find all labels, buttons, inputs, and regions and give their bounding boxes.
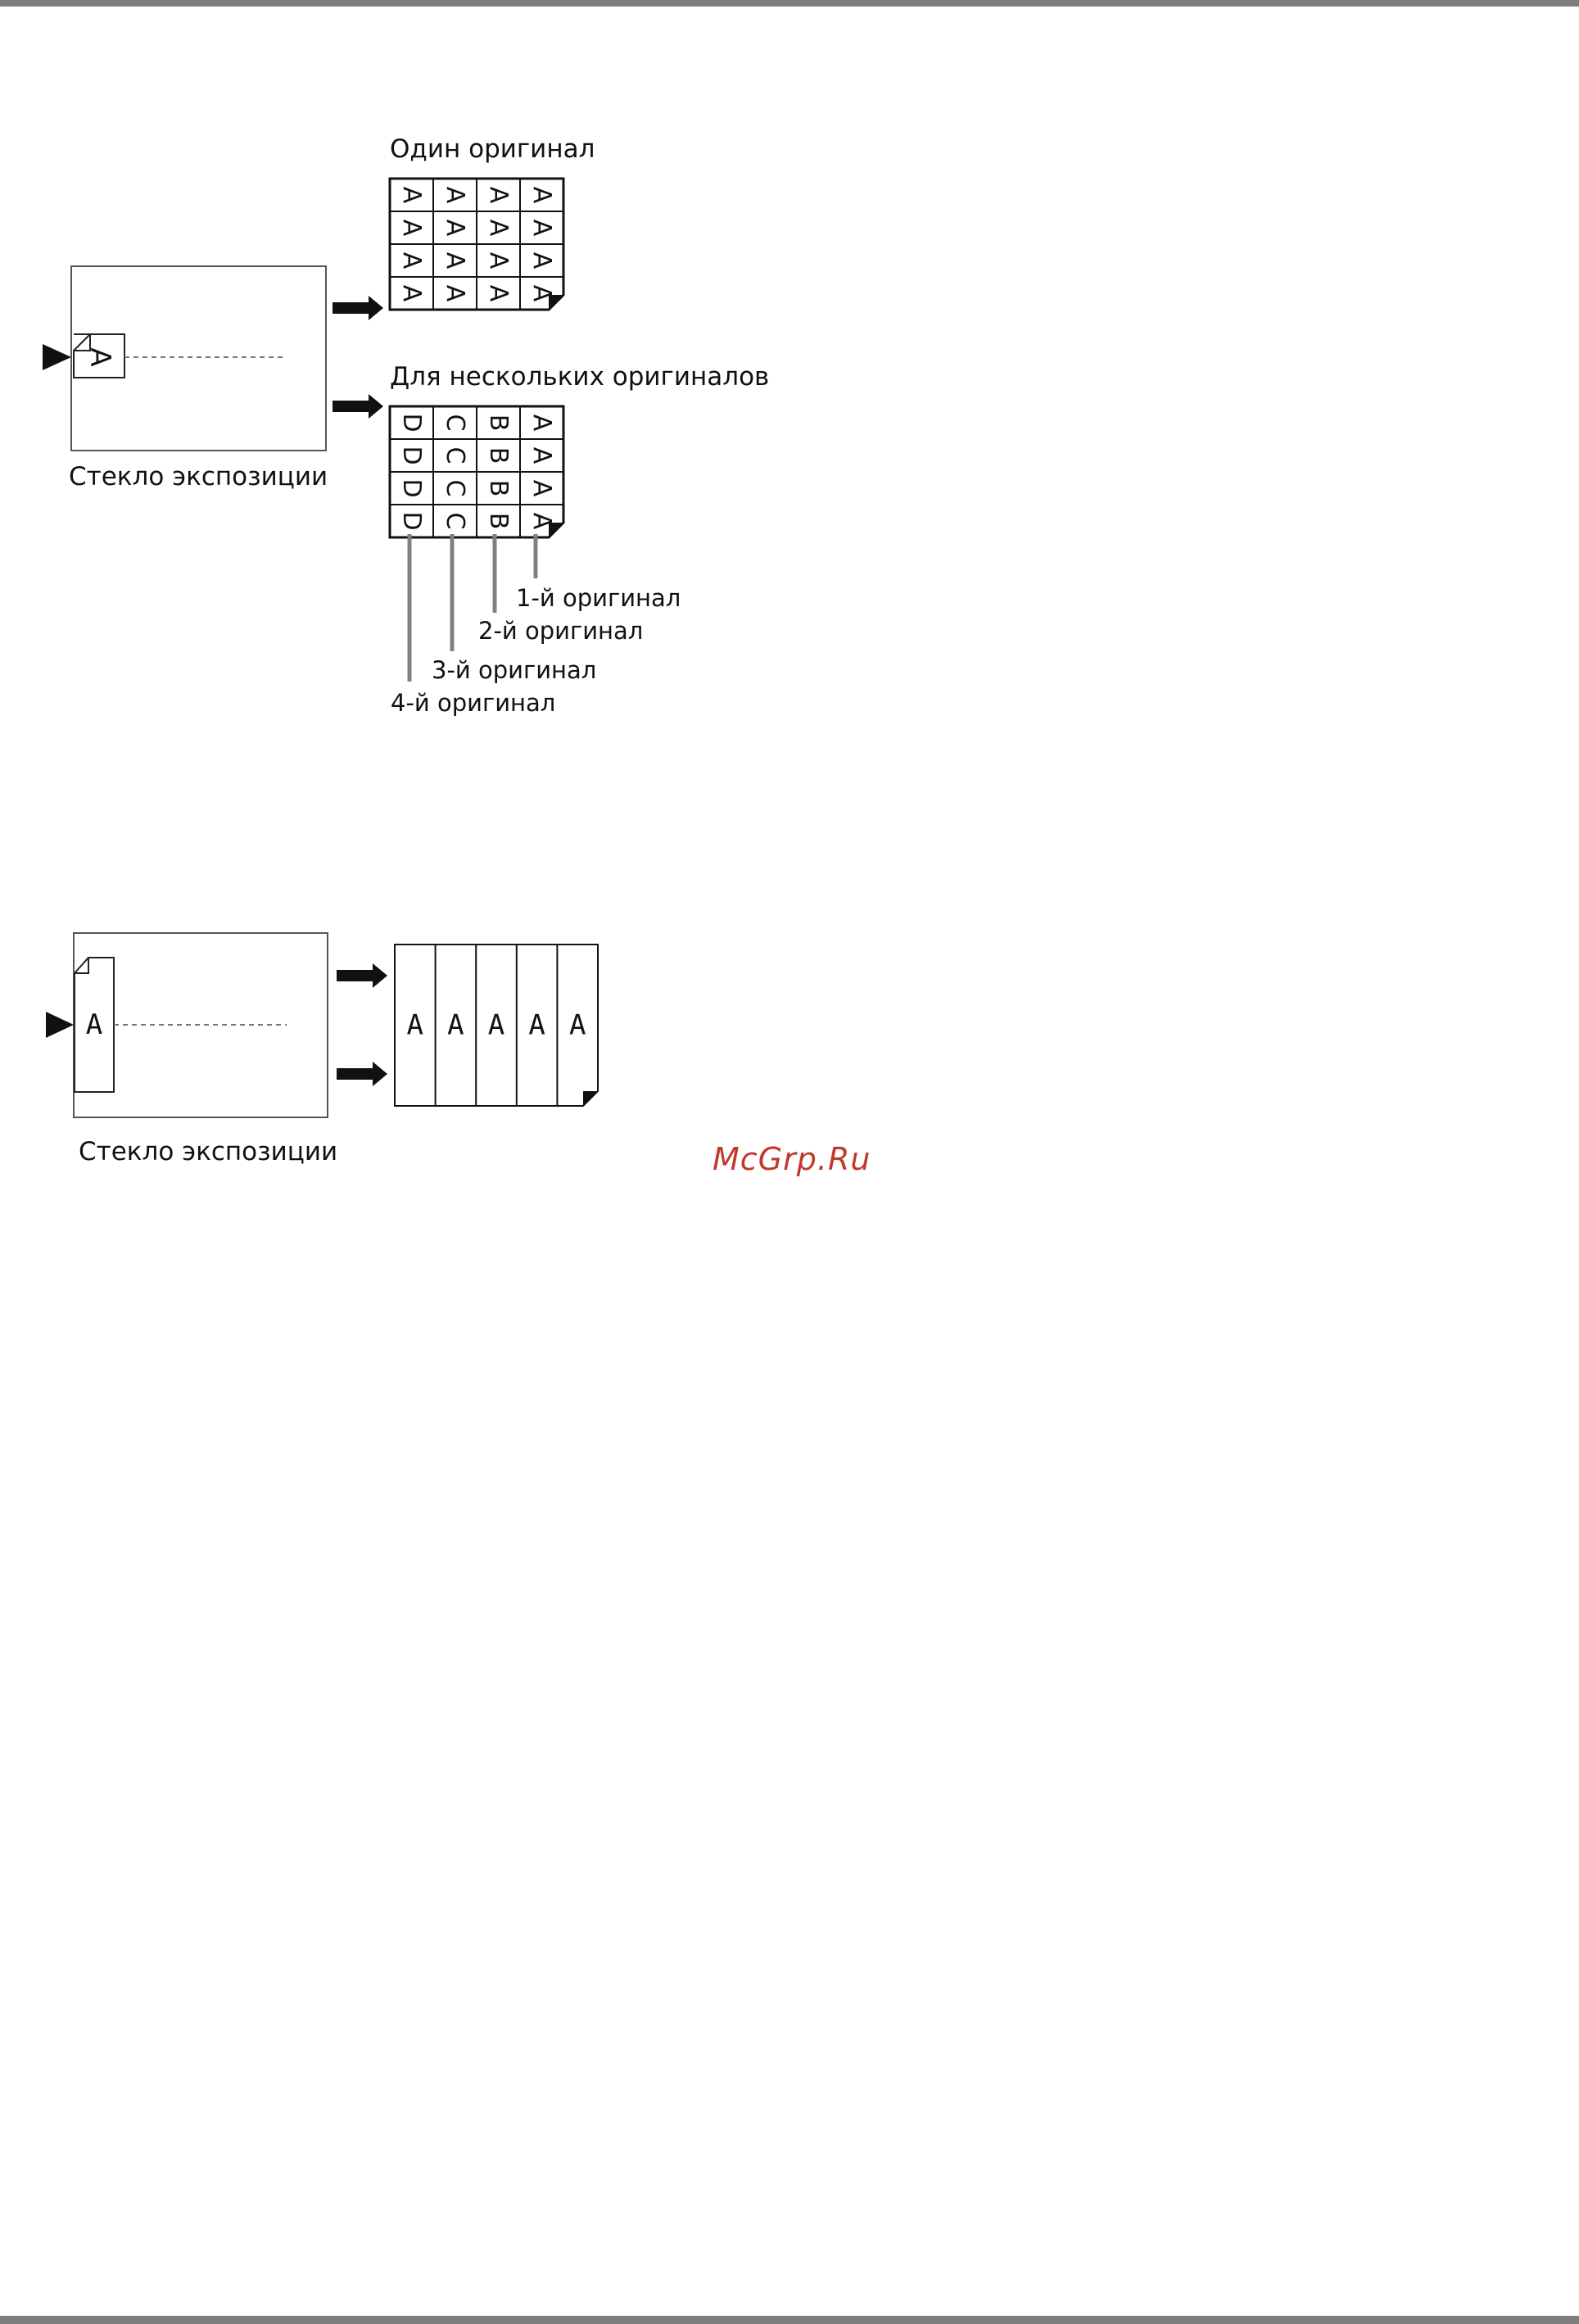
- multi-grid-cell-letter: B: [484, 414, 513, 432]
- placed-original-document: [74, 334, 124, 378]
- multi-grid-cell-letter: D: [397, 413, 426, 433]
- single-grid-cell-letter: A: [397, 186, 426, 204]
- single-grid-cell-letter: A: [397, 251, 426, 270]
- multi-grid-cell-letter: A: [527, 512, 556, 530]
- arrow-to-single-icon: [333, 296, 383, 320]
- strip-panel-letter: A: [447, 1008, 464, 1042]
- bottom-border-bar: [0, 2316, 1579, 2324]
- single-original-title: Один оригинал: [390, 134, 595, 164]
- single-grid-cell-letter: A: [527, 251, 556, 270]
- diagram-one: [43, 134, 769, 717]
- single-grid-cell-letter: A: [484, 186, 513, 204]
- single-grid-cell-letter: A: [484, 284, 513, 302]
- single-grid-cell-letter: A: [484, 251, 513, 270]
- watermark-text: McGrp.Ru: [713, 1141, 871, 1177]
- strip-output-sheet: [395, 945, 598, 1106]
- arrow-to-strip-bottom-icon: [337, 1062, 387, 1086]
- single-grid-cell-letter: A: [441, 251, 469, 270]
- multi-grid-cell-letter: B: [484, 479, 513, 497]
- document-letter: A: [84, 347, 116, 367]
- multi-grid-cell-letter: A: [527, 479, 556, 497]
- diagram-two: [46, 933, 598, 1167]
- multi-grid-cell-letter: D: [397, 478, 426, 498]
- arrow-to-multi-icon: [333, 394, 383, 419]
- single-grid-cell-letter: A: [397, 284, 426, 302]
- multi-grid-cell-letter: D: [397, 511, 426, 531]
- multiple-originals-grid: [390, 406, 563, 537]
- single-grid-cell-letter: A: [527, 219, 556, 237]
- multi-grid-cell-letter: D: [397, 446, 426, 465]
- multiple-originals-title: Для нескольких оригиналов: [390, 362, 770, 392]
- placed-original-document-two: [75, 958, 114, 1092]
- multi-grid-cell-letter: C: [441, 512, 469, 530]
- strip-panel-letter: A: [568, 1008, 586, 1042]
- multi-grid-cell-letter: C: [441, 446, 469, 464]
- multi-grid-cell-letter: B: [484, 512, 513, 530]
- arrow-to-strip-top-icon: [337, 963, 387, 988]
- multi-grid-cell-letter: B: [484, 446, 513, 464]
- callout-second-original: 2-й оригинал: [478, 617, 644, 645]
- exposure-glass-label-two: Стекло экспозиции: [79, 1137, 338, 1167]
- single-grid-cell-letter: A: [484, 219, 513, 237]
- single-grid-cell-letter: A: [441, 186, 469, 204]
- single-grid-cell-letter: A: [527, 284, 556, 302]
- callout-fourth-original: 4-й оригинал: [391, 689, 556, 717]
- glass-origin-pointer-icon-two: [46, 1012, 74, 1038]
- single-grid-cell-letter: A: [397, 219, 426, 237]
- exposure-glass-label: Стекло экспозиции: [69, 462, 328, 492]
- multi-grid-cell-letter: C: [441, 414, 469, 432]
- single-grid-cell-letter: A: [441, 219, 469, 237]
- multi-grid-cell-letter: C: [441, 479, 469, 497]
- glass-origin-pointer-icon: [43, 344, 71, 370]
- multi-grid-cell-letter: A: [527, 414, 556, 432]
- multi-grid-cell-letter: A: [527, 446, 556, 464]
- callout-third-original: 3-й оригинал: [432, 656, 597, 684]
- callout-first-original: 1-й оригинал: [516, 584, 681, 612]
- strip-panel-letter: A: [528, 1008, 545, 1042]
- strip-panel-letter: A: [487, 1008, 505, 1042]
- single-grid-cell-letter: A: [441, 284, 469, 302]
- strip-panel-letter: A: [406, 1008, 424, 1042]
- single-grid-cell-letter: A: [527, 186, 556, 204]
- single-original-grid: [390, 179, 563, 310]
- document-letter-two: A: [85, 1008, 103, 1041]
